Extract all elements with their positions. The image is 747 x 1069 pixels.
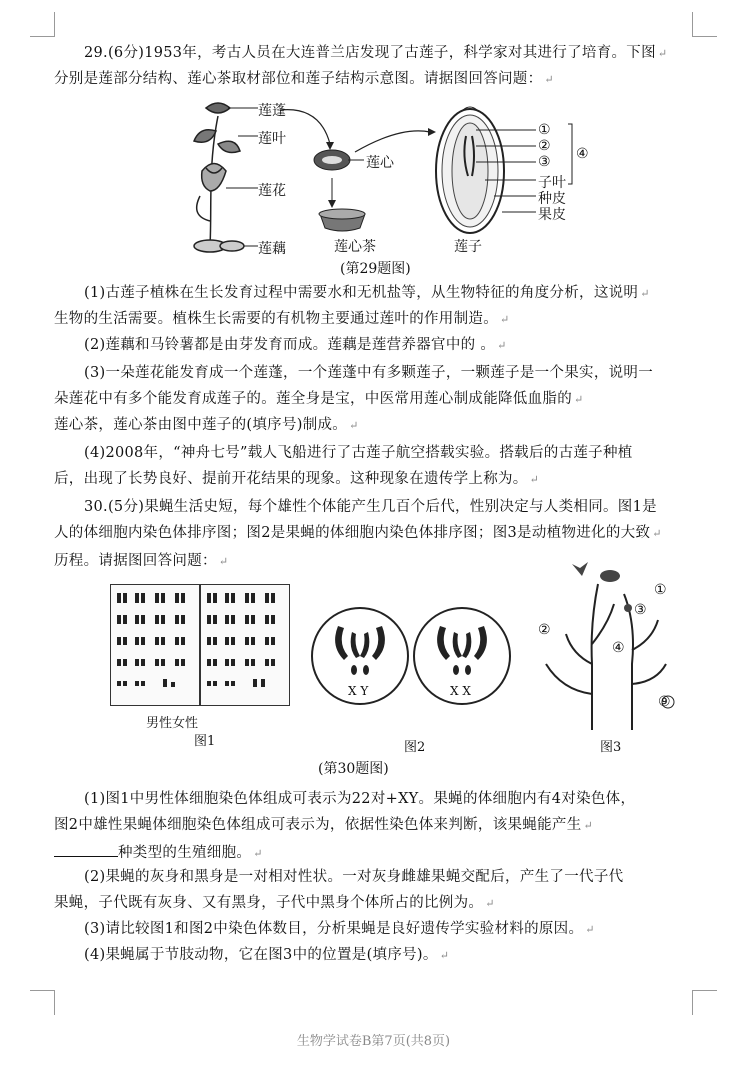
q30-stem-line3: 历程。请据图回答问题： ↵ [54,553,229,569]
karyotype-male-card [110,584,200,706]
lotus-plant-drawing [194,103,244,252]
q29-sub4-line2: 后，出现了长势良好、提前开花结果的现象。这种现象在遗传学上称为。 ↵ [54,471,540,487]
corner-mark [30,12,55,37]
q30-stem-line2: 人的体细胞内染色体排序图；图2是果蝇的体细胞内染色体排序图；图3是动植物进化的大致 ↵ [54,525,662,541]
fig3-num-4: ④ [612,640,625,656]
q29-sub1-line2: 生物的生活需要。植株生长需要的有机物主要通过莲叶的作用制造。 ↵ [54,311,510,327]
q29-stem-line2: 分别是莲部分结构、莲心茶取材部位和莲子结构示意图。请据图回答问题： ↵ [54,71,554,87]
page-footer: 生物学试卷B第7页(共8页) [296,1034,451,1049]
label-n4: ④ [576,146,589,162]
q29-figure-caption: (第29题图) [340,261,411,277]
q30-stem-line1: 30.(5分)果蝇生活史短，每个雄性个体能产生几百个后代，性别决定与人类相同。图1是 [84,499,657,515]
q29-stem-line1: 29.(6分)1953年，考古人员在大连普兰店发现了古莲子，科学家对其进行了培育。下图 ↵ [84,45,668,61]
corner-mark [30,990,55,1015]
corner-mark [692,12,717,37]
label-n3: ③ [538,154,551,170]
q29-sub3-line1: (3)一朵莲花能发育成一个莲蓬，一个莲蓬中有多颗莲子，一颗莲子是一个果实，说明一 [84,365,654,381]
label-lianxin: 莲心 [366,155,394,171]
q30-sub3: (3)请比较图1和图2中染色体数目，分析果蝇是良好遗传学实验材料的原因。 ↵ [84,921,595,937]
q30-figure-caption: (第30题图) [318,761,389,777]
fig3-num-3: ③ [634,602,647,618]
q29-sub3-line3: 莲心茶，莲心茶由图中莲子的(填序号)制成。 ↵ [54,417,359,433]
label-guopi: 果皮 [538,207,566,223]
fig1-sex-labels: 男性女性 [146,716,199,731]
answer-blank[interactable] [54,842,118,857]
label-n1: ① [538,122,551,138]
q29-sub2: (2)莲藕和马铃薯都是由芽发育而成。莲藕是莲营养器官中的 。 ↵ [84,337,507,353]
fig3-num-2: ② [538,622,551,638]
q30-sub1-line3: 种类型的生殖细胞。 ↵ [54,842,704,863]
q30-sub1-line1: (1)图1中男性体细胞染色体组成可表示为22对+XY。果蝇的体细胞内有4对染色体， [84,791,636,807]
fig3-num-1: ① [654,582,667,598]
q30-sub4: (4)果蝇属于节肢动物，它在图3中的位置是(填序号)。 ↵ [84,947,450,963]
label-ziye: 子叶 [538,175,566,191]
label-lianye: 莲叶 [258,131,286,147]
male-fly-xy-label: X Y [348,684,369,698]
label-zhongpi: 种皮 [538,191,566,207]
corner-mark [692,990,717,1015]
fig3-num-9: ⑨ [658,694,671,710]
karyotype-female-card [200,584,290,706]
label-lianou: 莲藕 [258,241,286,257]
female-fly-xx-label: X X [450,684,471,698]
q29-sub3-line2: 朵莲花中有多个能发育成莲子的。莲全身是宝，中医常用莲心制成能降低血脂的 ↵ [54,391,584,407]
q30-sub2-line2: 果蝇，子代既有灰身、又有黑身，子代中黑身个体所占的比例为。 ↵ [54,895,495,911]
label-lianxincha: 莲心茶 [334,239,376,255]
label-lianpeng: 莲蓬 [258,103,286,119]
label-n2: ② [538,138,551,154]
q29-sub1-line1: (1)古莲子植株在生长发育过程中需要水和无机盐等，从生物特征的角度分析，这说明 ↵ [84,285,650,301]
q30-sub2-line1: (2)果蝇的灰身和黑身是一对相对性状。一对灰身雌雄果蝇交配后，产生了一代子代 [84,869,624,885]
q30-sub1-line2: 图2中雄性果蝇体细胞染色体组成可表示为，依据性染色体来判断，该果蝇能产生 ↵ [54,817,594,833]
q29-figure [180,96,600,256]
label-lianzi: 莲子 [454,239,482,255]
fruitfly-cells-figure [308,604,514,708]
fig3-caption: 图3 [600,740,622,755]
fig2-caption: 图2 [404,740,426,755]
label-lianhua: 莲花 [258,183,286,199]
fig1-caption: 图1 [194,734,216,749]
q29-sub4-line1: (4)2008年，“神舟七号”载人飞船进行了古莲子航空搭载实验。搭载后的古莲子种植 [84,445,633,461]
